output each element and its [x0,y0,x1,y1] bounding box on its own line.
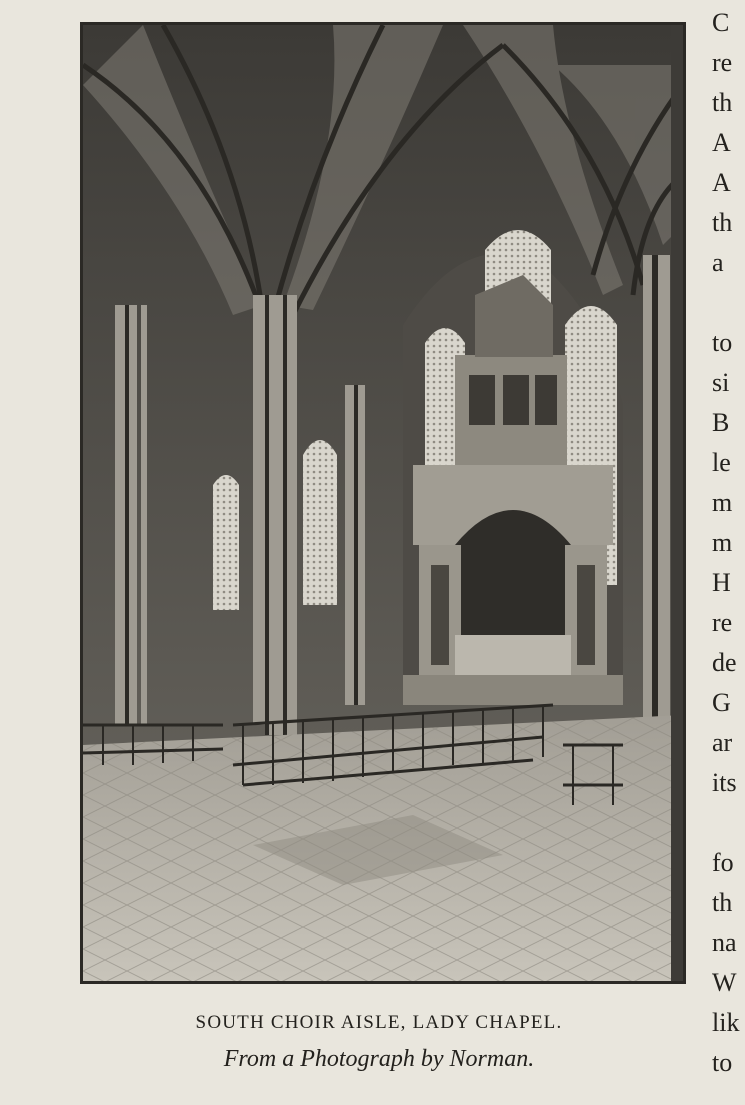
cathedral-photograph [80,22,686,984]
text-line: th [712,208,733,237]
text-line: ar [712,728,733,757]
text-line: A [712,168,731,197]
text-line: H [712,568,731,597]
text-line: G [712,688,731,717]
photo-illustration [83,25,683,981]
text-line: th [712,88,733,117]
text-line: m [712,528,733,557]
text-line: to [712,1048,733,1077]
right-text-column [712,0,745,1105]
text-line: C [712,8,730,37]
text-line: B [712,408,730,437]
text-line: fo [712,848,734,877]
text-line: th [712,888,733,917]
text-line: re [712,608,733,637]
text-line: A [712,128,731,157]
window-aisle [303,440,337,605]
text-line: its [712,768,737,797]
text-line: na [712,928,737,957]
text-line: to [712,328,733,357]
text-line: le [712,448,731,477]
window-far [213,475,239,610]
text-line: si [712,368,730,397]
text-line: W [712,968,737,997]
text-line: re [712,48,733,77]
text-line: lik [712,1008,740,1037]
text-line: m [712,488,733,517]
figure-caption: SOUTH CHOIR AISLE, LADY CHAPEL. [195,1012,563,1033]
text-line: de [712,648,737,677]
text-line: a [712,248,724,277]
figure-credit: From a Photograph by Norman. [223,1046,535,1072]
